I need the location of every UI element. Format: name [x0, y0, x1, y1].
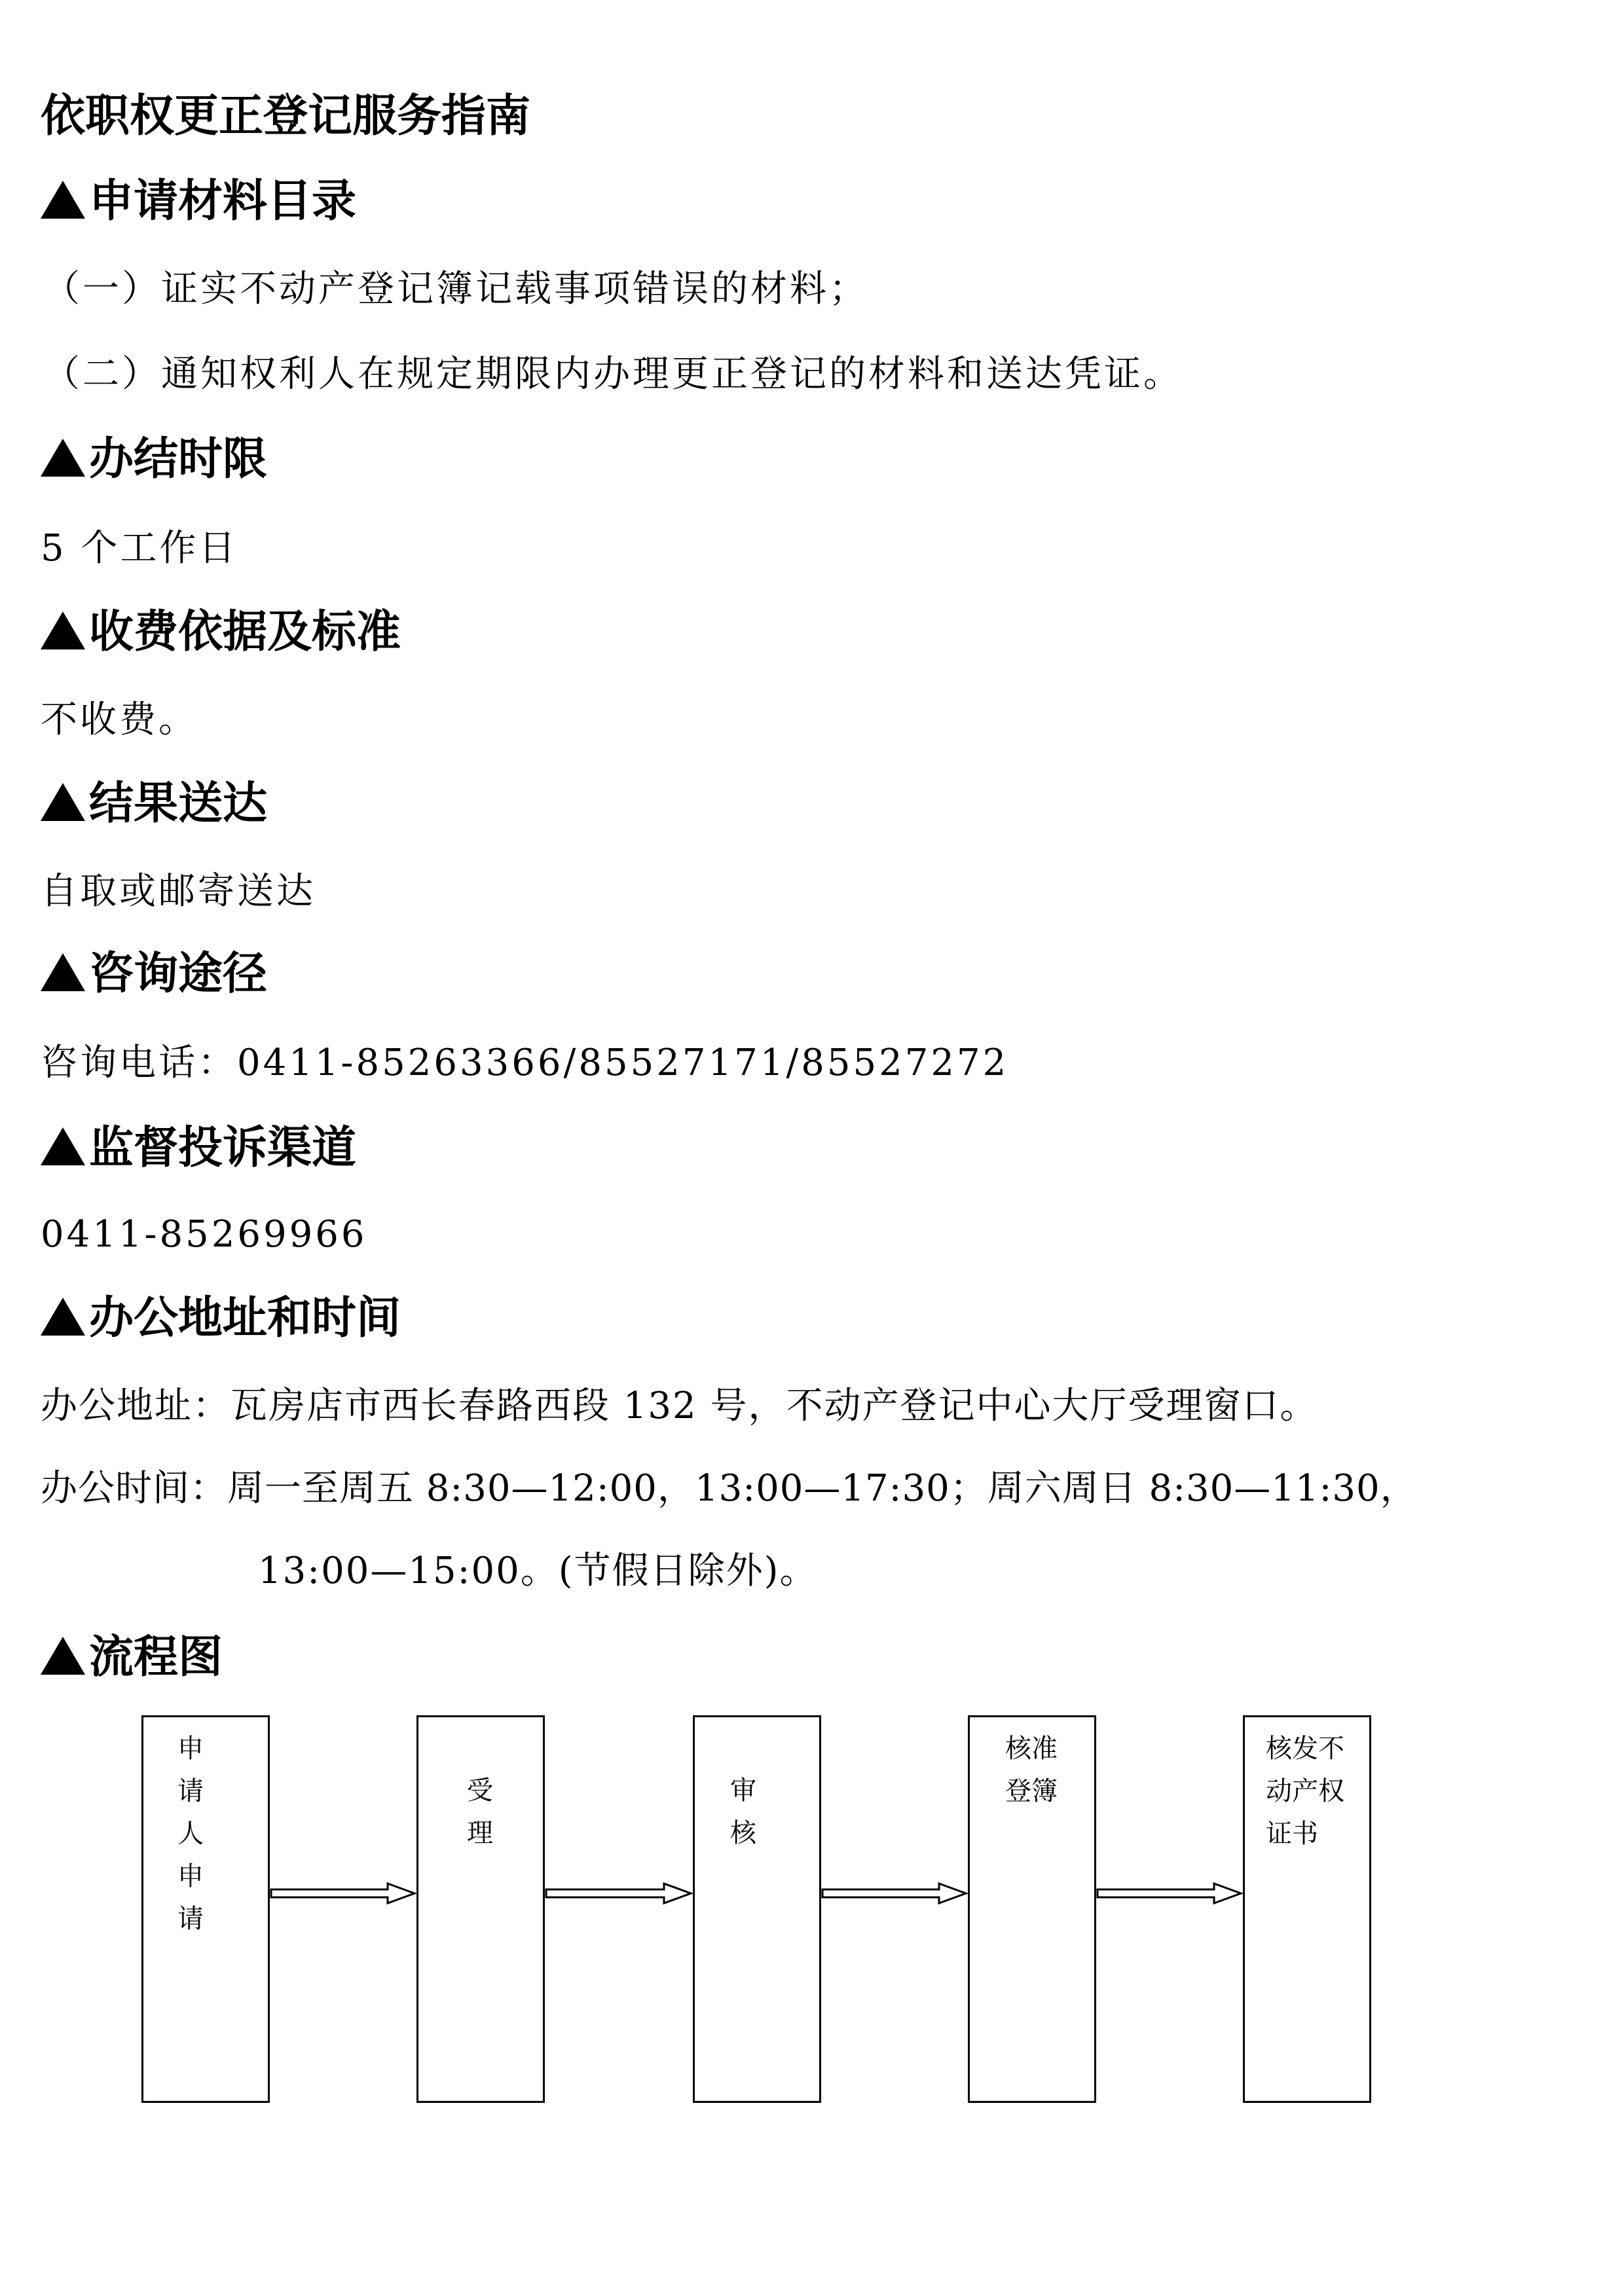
- flow-step-approve-register: [968, 1715, 1096, 2103]
- triangle-bullet-icon: [41, 611, 85, 649]
- triangle-bullet-icon: [41, 439, 85, 477]
- fees-text: 不收费。: [41, 699, 198, 741]
- flow-step-label: 核发不 动产权 证书: [1266, 1734, 1344, 1849]
- section-heading-delivery: [41, 774, 267, 834]
- section-heading-consult: [41, 944, 267, 1004]
- heading-text: 办公地址和时间: [89, 1292, 401, 1344]
- flow-arrow-icon: [270, 1880, 416, 1906]
- section-heading-complaint: [41, 1118, 356, 1178]
- flow-step-label: 审 核: [730, 1776, 756, 1848]
- delivery-text: 自取或邮寄送达: [41, 870, 316, 913]
- section-heading-office: [41, 1288, 401, 1349]
- triangle-bullet-icon: [41, 783, 85, 821]
- triangle-bullet-icon: [41, 1637, 85, 1675]
- time-limit-text: 5 个工作日: [41, 527, 238, 570]
- heading-text: 咨询途径: [89, 948, 268, 1000]
- flow-step-accept: [416, 1715, 545, 2103]
- heading-text: 流程图: [89, 1631, 223, 1683]
- flow-step-issue-certificate: [1243, 1715, 1371, 2103]
- heading-text: 申请材料目录: [89, 175, 357, 227]
- heading-text: 收费依据及标准: [89, 606, 401, 658]
- flow-arrow-icon: [1096, 1880, 1243, 1906]
- triangle-bullet-icon: [41, 1127, 85, 1165]
- consult-phone-text: 咨询电话：0411-85263366/85527171/85527272: [41, 1042, 1009, 1084]
- materials-item-2: （二）通知权利人在规定期限内办理更正登记的材料和送达凭证。: [43, 353, 1183, 395]
- office-hours-line-1: 办公时间：周一至周五 8:30—12:00，13:00—17:30；周六周日 8:30—11:30，: [41, 1467, 1418, 1510]
- heading-text: 办结时限: [89, 433, 268, 485]
- triangle-bullet-icon: [41, 181, 85, 219]
- flow-step-label: 申 请 人 申 请: [177, 1734, 204, 1934]
- section-heading-time-limit: [41, 429, 267, 490]
- section-heading-fees: [41, 602, 401, 663]
- materials-item-1: （一）证实不动产登记簿记载事项错误的材料；: [43, 268, 868, 310]
- heading-text: 结果送达: [89, 778, 268, 829]
- triangle-bullet-icon: [41, 953, 85, 991]
- flow-arrow-icon: [821, 1880, 968, 1906]
- office-hours-line-2: 13:00—15:00。(节假日除外)。: [258, 1550, 818, 1592]
- document-title: 依职权更正登记服务指南: [41, 90, 531, 142]
- section-heading-flow: [41, 1628, 223, 1688]
- flow-step-apply: [141, 1715, 270, 2103]
- flow-arrow-icon: [545, 1880, 693, 1906]
- complaint-phone-text: 0411-85269966: [41, 1213, 367, 1256]
- flow-step-label: 核准 登簿: [1005, 1734, 1058, 1806]
- section-heading-materials: [41, 172, 356, 232]
- heading-text: 监督投诉渠道: [89, 1122, 357, 1174]
- flow-step-label: 受 理: [467, 1776, 493, 1848]
- triangle-bullet-icon: [41, 1298, 85, 1336]
- office-address-text: 办公地址：瓦房店市西长春路西段 132 号，不动产登记中心大厅受理窗口。: [41, 1385, 1318, 1427]
- flow-step-review: [693, 1715, 821, 2103]
